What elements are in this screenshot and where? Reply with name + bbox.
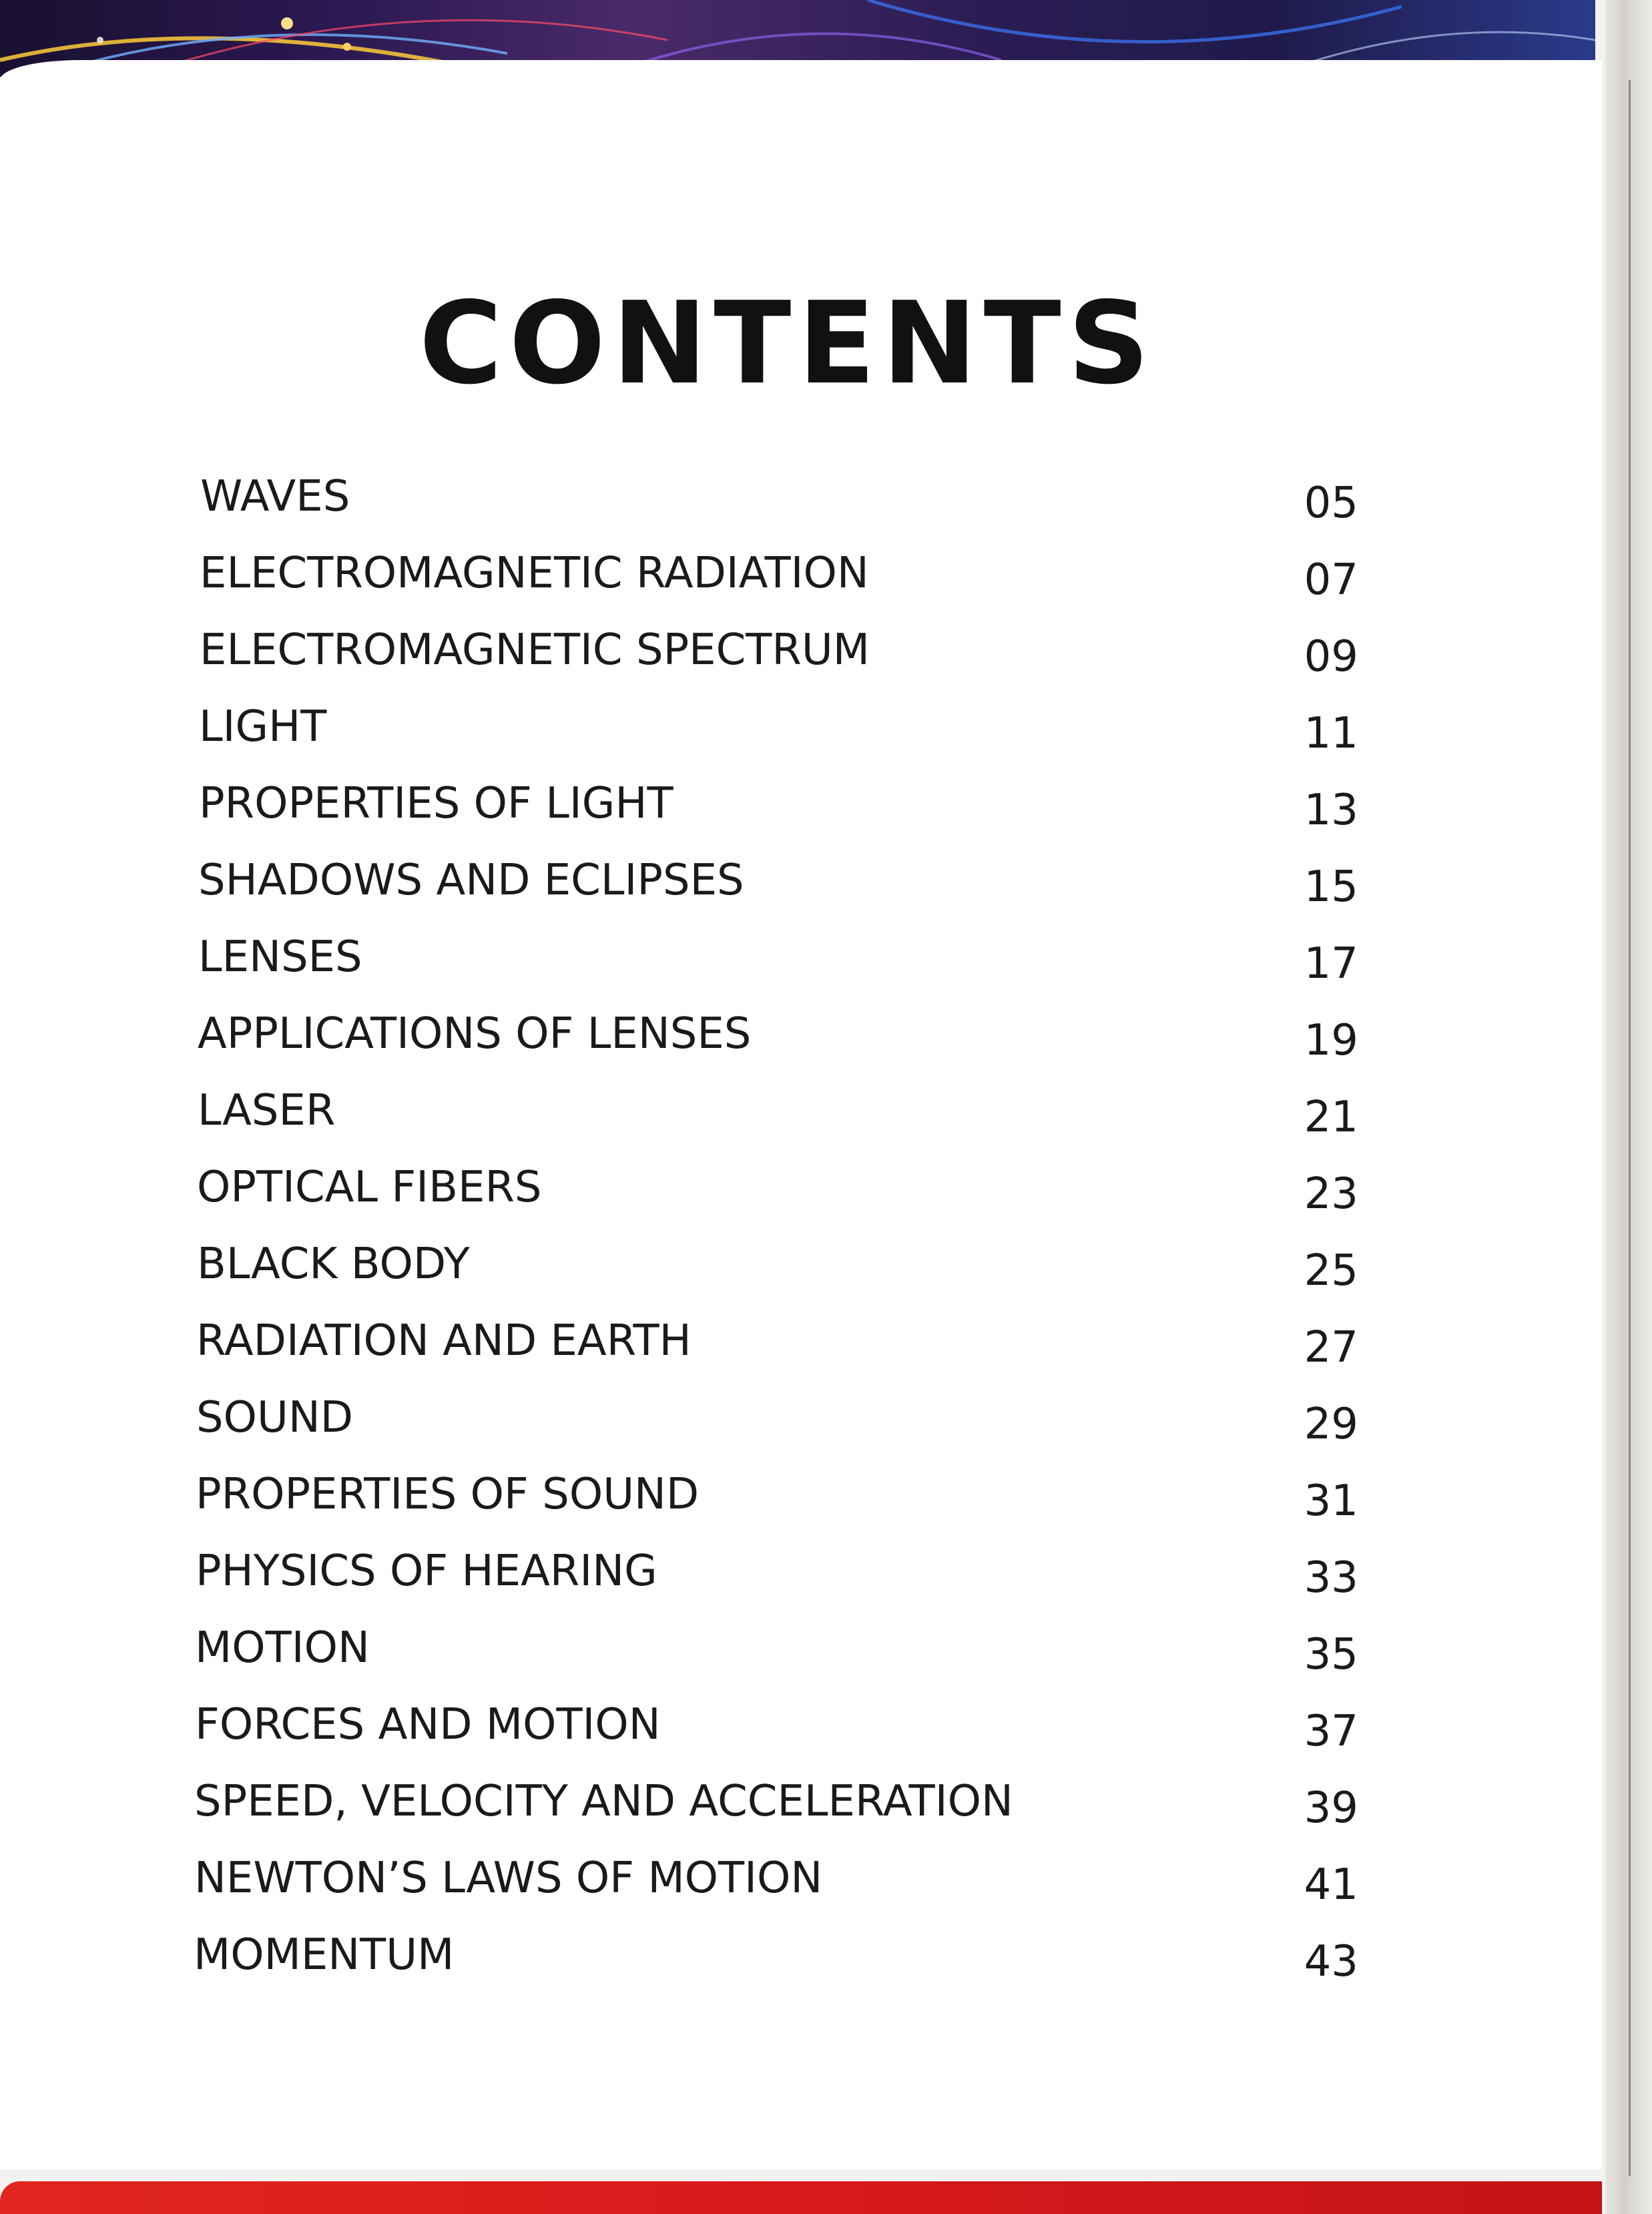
toc-entry-page-number: 37 <box>1304 1707 1358 1756</box>
toc-entry-page-number: 21 <box>1304 1093 1358 1142</box>
toc-entry-title: PROPERTIES OF SOUND <box>196 1470 700 1519</box>
toc-entry-page-number: 13 <box>1304 786 1358 835</box>
toc-entry-page-number: 11 <box>1304 709 1358 758</box>
toc-entry <box>186 1542 1358 1619</box>
toc-entry-title: SOUND <box>196 1393 353 1442</box>
toc-entry <box>184 1772 1358 1849</box>
toc-entry-page-number: 05 <box>1304 479 1358 528</box>
toc-entry-page-number: 41 <box>1304 1860 1358 1910</box>
toc-entry <box>185 1695 1358 1772</box>
binding-line <box>1629 80 1631 2176</box>
toc-entry-page-number: 27 <box>1304 1323 1358 1372</box>
toc-entry <box>190 621 1358 698</box>
toc-entry <box>186 1388 1358 1465</box>
toc-entry <box>188 1081 1358 1158</box>
toc-entry-title: SHADOWS AND ECLIPSES <box>198 856 744 905</box>
toc-entry-page-number: 35 <box>1304 1630 1358 1679</box>
toc-entry <box>190 544 1358 621</box>
toc-entry-page-number: 29 <box>1304 1400 1358 1449</box>
toc-entry <box>188 928 1358 1005</box>
toc-entry <box>186 1465 1358 1542</box>
toc-entry <box>188 1005 1358 1081</box>
toc-entry-page-number: 31 <box>1304 1476 1358 1526</box>
toc-entry <box>185 1619 1358 1695</box>
toc-entry <box>184 1926 1358 2002</box>
toc-entry-page-number: 17 <box>1304 939 1358 989</box>
toc-entry-page-number: 15 <box>1304 862 1358 912</box>
toc-entry-title: APPLICATIONS OF LENSES <box>198 1009 752 1059</box>
toc-entry-title: OPTICAL FIBERS <box>197 1163 542 1212</box>
toc-entry-page-number: 19 <box>1304 1016 1358 1065</box>
toc-entry-title: BLACK BODY <box>197 1239 470 1289</box>
toc-entry-title: LIGHT <box>199 702 327 752</box>
toc-entry-page-number: 33 <box>1304 1553 1358 1603</box>
toc-entry-title: ELECTROMAGNETIC RADIATION <box>200 549 869 598</box>
toc-entry-page-number: 23 <box>1304 1169 1358 1219</box>
toc-entry-page-number: 25 <box>1304 1246 1358 1296</box>
toc-entry <box>187 1235 1358 1312</box>
toc-entry-title: RADIATION AND EARTH <box>196 1316 692 1366</box>
toc-entry-title: PROPERTIES OF LIGHT <box>199 779 673 828</box>
toc-entry-title: SPEED, VELOCITY AND ACCELERATION <box>194 1777 1013 1826</box>
toc-entry <box>184 1849 1358 1926</box>
toc-entry-page-number: 39 <box>1304 1783 1358 1833</box>
toc-entry-page-number: 43 <box>1304 1937 1358 1986</box>
toc-entry <box>186 1312 1358 1388</box>
toc-entry <box>187 1158 1358 1235</box>
toc-entry-title: FORCES AND MOTION <box>195 1700 661 1749</box>
bottom-color-band <box>0 2181 1602 2214</box>
toc-entry-title: ELECTROMAGNETIC SPECTRUM <box>200 625 870 675</box>
toc-entry-title: WAVES <box>200 472 350 521</box>
toc-entry-page-number: 09 <box>1304 632 1358 681</box>
toc-entry-title: PHYSICS OF HEARING <box>196 1547 657 1596</box>
page-title: CONTENTS <box>419 278 1157 410</box>
toc-entry-page-number: 07 <box>1304 555 1358 605</box>
toc-entry-title: LENSES <box>198 932 362 982</box>
table-of-contents <box>190 467 1358 2002</box>
toc-entry <box>189 774 1358 851</box>
toc-entry <box>188 851 1358 928</box>
toc-entry <box>190 467 1358 544</box>
toc-entry-title: MOTION <box>195 1623 370 1673</box>
toc-entry-title: MOMENTUM <box>194 1930 455 1980</box>
toc-entry-title: LASER <box>198 1086 336 1135</box>
toc-entry <box>189 698 1358 774</box>
toc-entry-title: NEWTON’S LAWS OF MOTION <box>194 1854 823 1903</box>
